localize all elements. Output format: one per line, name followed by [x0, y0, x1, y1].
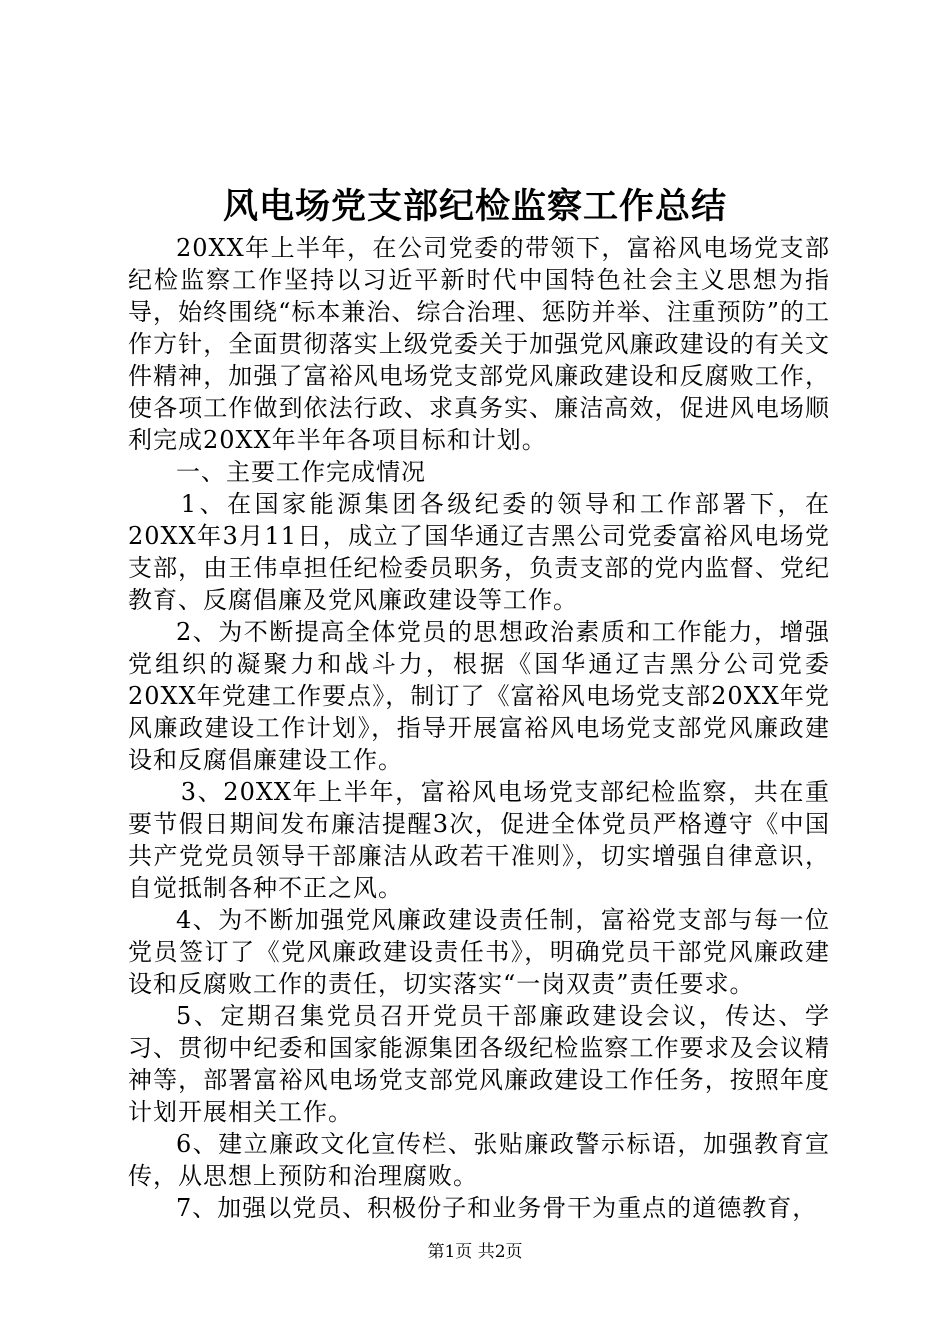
paragraph-item-2: 2、为不断提高全体党员的思想政治素质和工作能力，增强党组织的凝聚力和战斗力，根据《国华通辽吉黑分公司党委20XX年党建工作要点》，制订了《富裕风电场党支部20XX年党风廉政建设工作计划》，指导开展富裕风电场党支部党风廉政建设和反腐倡廉建设工作。: [128, 618, 830, 774]
document-title: 风电场党支部纪检监察工作总结: [222, 186, 727, 227]
paragraph-item-7: 7、加强以党员、积极份子和业务骨干为重点的道德教育，: [176, 1194, 818, 1222]
paragraph-intro: 20XX年上半年，在公司党委的带领下，富裕风电场党支部纪检监察工作坚持以习近平新时代中国特色社会主义思想为指导，始终围绕“标本兼治、综合治理、惩防并举、注重预防”的工作方针，全面贯彻落实上级党委关于加强党风廉政建设的有关文件精神，加强了富裕风电场党支部党风廉政建设和反腐败工作，使各项工作做到依法行政、求真务实、廉洁高效，促进风电场顺利完成20XX年半年各项目标和计划。: [128, 234, 830, 454]
paragraph-item-4: 4、为不断加强党风廉政建设责任制，富裕党支部与每一位党员签订了《党风廉政建设责任书》，明确党员干部党风廉政建设和反腐败工作的责任，切实落实“一岗双责”责任要求。: [128, 906, 830, 998]
paragraph-item-3: 3、20XX年上半年，富裕风电场党支部纪检监察，共在重要节假日期间发布廉洁提醒3次，促进全体党员严格遵守《中国共产党党员领导干部廉洁从政若干准则》，切实增强自律意识，自觉抵制各种不正之风。: [128, 778, 830, 902]
paragraph-item-5: 5、定期召集党员召开党员干部廉政建设会议，传达、学习、贯彻中纪委和国家能源集团各级纪检监察工作要求及会议精神等，部署富裕风电场党支部党风廉政建设工作任务，按照年度计划开展相关工作。: [128, 1002, 830, 1126]
paragraph-item-1: 1、在国家能源集团各级纪委的领导和工作部署下，在20XX年3月11日，成立了国华通辽吉黑公司党委富裕风电场党支部，由王伟卓担任纪检委员职务，负责支部的党内监督、党纪教育、反腐倡廉及党风廉政建设等工作。: [128, 490, 830, 614]
document-body: [128, 232, 830, 1224]
page-number: 第1页 共2页: [427, 1242, 523, 1262]
paragraph-item-6: 6、建立廉政文化宣传栏、张贴廉政警示标语，加强教育宣传，从思想上预防和治理腐败。: [128, 1130, 830, 1190]
section-heading: 一、主要工作完成情况: [176, 458, 426, 486]
